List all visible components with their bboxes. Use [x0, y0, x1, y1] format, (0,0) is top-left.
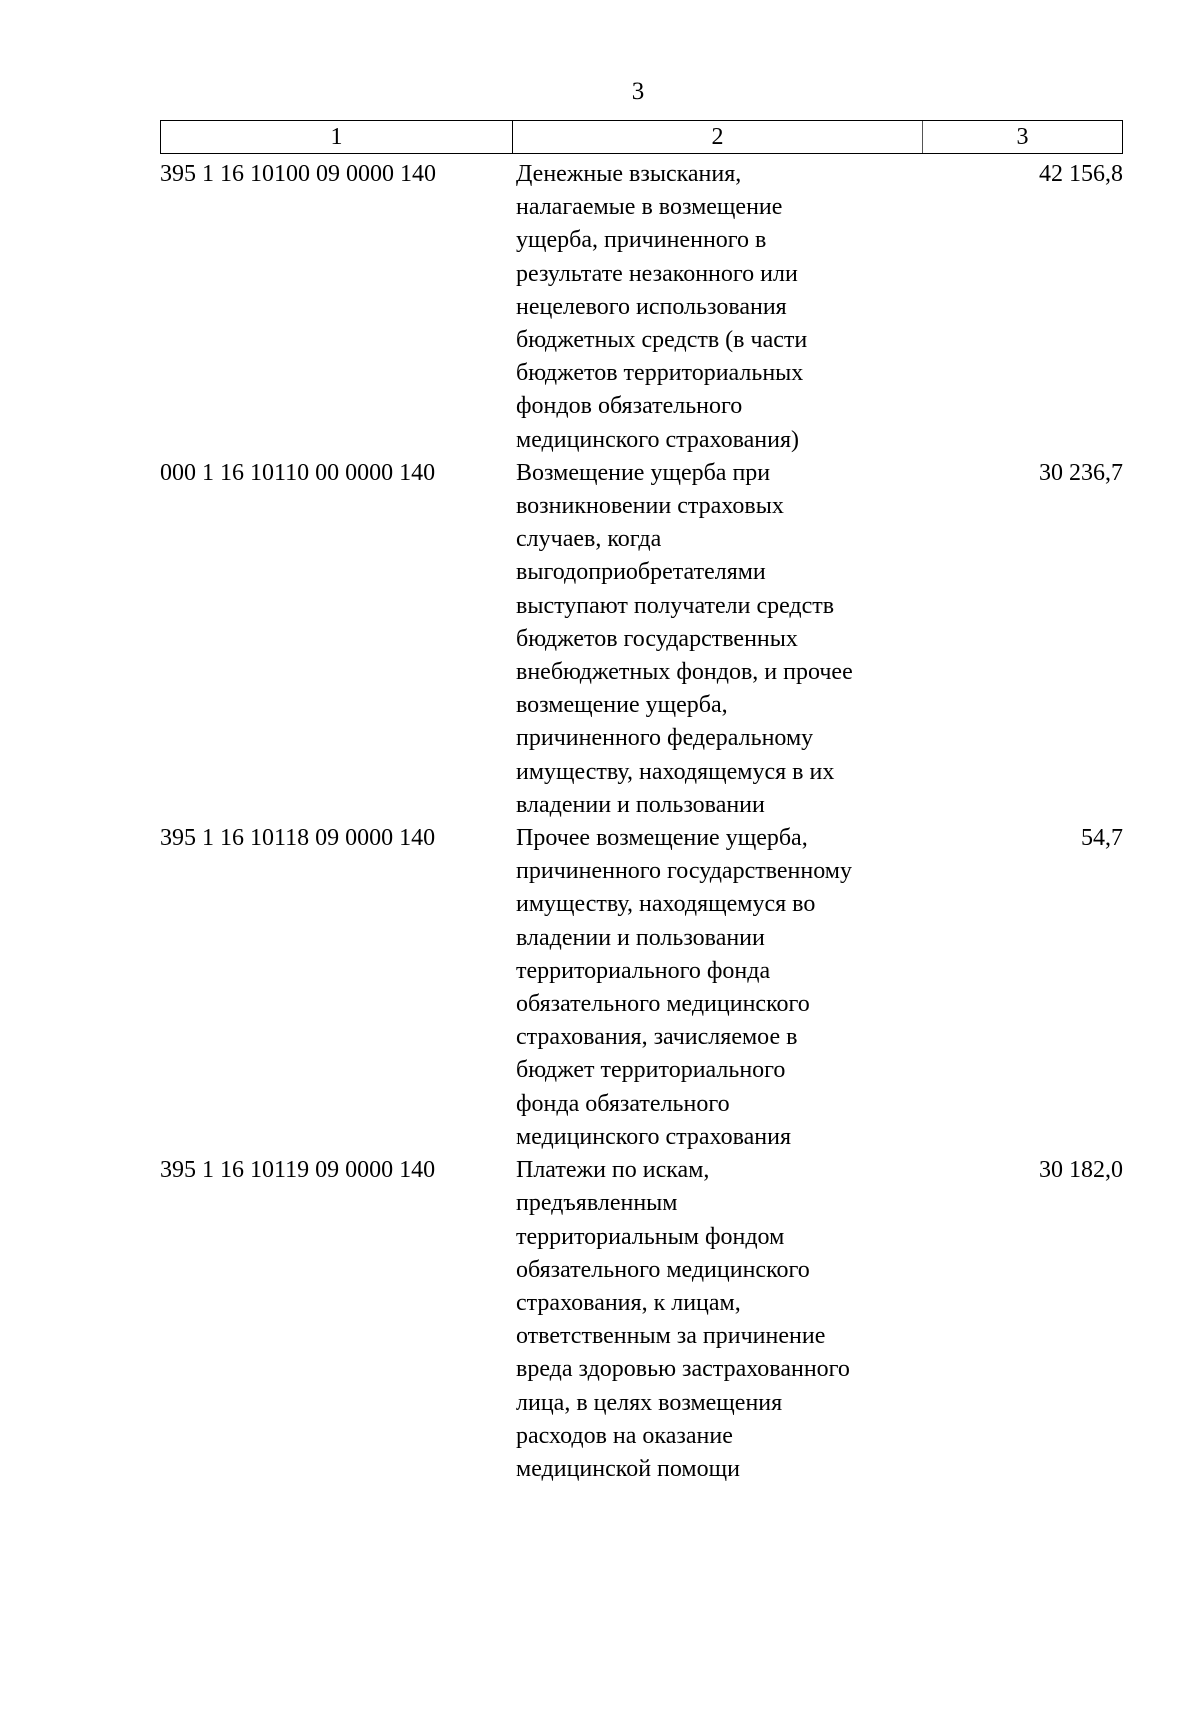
description-line: бюджетов территориальных: [516, 360, 804, 387]
description-line: лица, в целях возмещения: [516, 1389, 783, 1416]
description: [512, 1154, 936, 1486]
table-row: [160, 1154, 1123, 1486]
budget-code: 395 1 16 10119 09 0000 140: [160, 1157, 436, 1184]
table-row: [160, 822, 1123, 1154]
description-line: Прочее возмещение ущерба,: [516, 825, 808, 852]
description-line: налагаемые в возмещение: [516, 194, 783, 221]
column-header-1: 1: [161, 121, 513, 153]
table-row: [160, 158, 1123, 457]
description-line: ущерба, причиненного в: [516, 227, 767, 254]
description-line: бюджетов государственных: [516, 625, 798, 652]
description-line: выгодоприобретателями: [516, 559, 766, 586]
budget-code: 395 1 16 10118 09 0000 140: [160, 825, 436, 852]
amount: 54,7: [1081, 825, 1123, 852]
amount: 42 156,8: [1039, 161, 1123, 187]
description-line: владении и пользовании: [516, 791, 765, 818]
description-line: расходов на оказание: [516, 1422, 733, 1449]
table-header: [160, 120, 1123, 154]
description-line: обязательного медицинского: [516, 991, 810, 1018]
description-line: нецелевого использования: [516, 293, 787, 320]
description-line: возмещение ущерба,: [516, 692, 728, 719]
description-line: ответственным за причинение: [516, 1323, 826, 1350]
description-line: медицинского страхования): [516, 426, 800, 453]
description: [512, 457, 936, 822]
description-line: страхования, зачисляемое в: [516, 1024, 798, 1051]
description: [512, 822, 936, 1154]
description-line: результате незаконного или: [516, 260, 798, 287]
page-number: 3: [631, 78, 645, 105]
column-header-3: 3: [1016, 124, 1029, 150]
description-line: Платежи по искам,: [516, 1157, 710, 1184]
description-line: вреда здоровью застрахованного: [516, 1356, 850, 1383]
budget-code: 000 1 16 10110 00 0000 140: [160, 459, 436, 486]
description-line: Возмещение ущерба при: [516, 459, 771, 486]
description: [512, 158, 936, 457]
description-line: причиненного государственному: [516, 858, 852, 885]
table-row: [160, 457, 1123, 822]
description-line: фондов обязательного: [516, 393, 743, 420]
amount: 30 236,7: [1039, 459, 1123, 486]
amount: 30 182,0: [1039, 1157, 1123, 1184]
description-line: причиненного федеральному: [516, 725, 814, 752]
description-line: случаев, когда: [516, 526, 662, 553]
description-line: медицинской помощи: [516, 1455, 740, 1482]
description-line: имуществу, находящемуся во: [516, 891, 816, 918]
column-header-2: 2: [513, 121, 923, 153]
description-line: выступают получатели средств: [516, 592, 835, 619]
description-line: страхования, к лицам,: [516, 1289, 741, 1316]
description-line: территориальным фондом: [516, 1223, 785, 1250]
description-line: предъявленным: [516, 1190, 678, 1217]
description-line: медицинского страхования: [516, 1123, 792, 1150]
description-line: владении и пользовании: [516, 924, 765, 951]
description-line: территориального фонда: [516, 957, 771, 984]
description-line: внебюджетных фондов, и прочее: [516, 659, 853, 686]
description-line: бюджет территориального: [516, 1057, 786, 1084]
description-line: имуществу, находящемуся в их: [516, 758, 835, 785]
description-line: фонда обязательного: [516, 1090, 730, 1117]
description-line: возникновении страховых: [516, 493, 784, 520]
description-line: обязательного медицинского: [516, 1256, 810, 1283]
description-line: Денежные взыскания,: [516, 161, 742, 187]
table-body: [160, 158, 1123, 1486]
budget-code: 395 1 16 10100 09 0000 140: [160, 161, 436, 187]
description-line: бюджетных средств (в части: [516, 327, 808, 354]
